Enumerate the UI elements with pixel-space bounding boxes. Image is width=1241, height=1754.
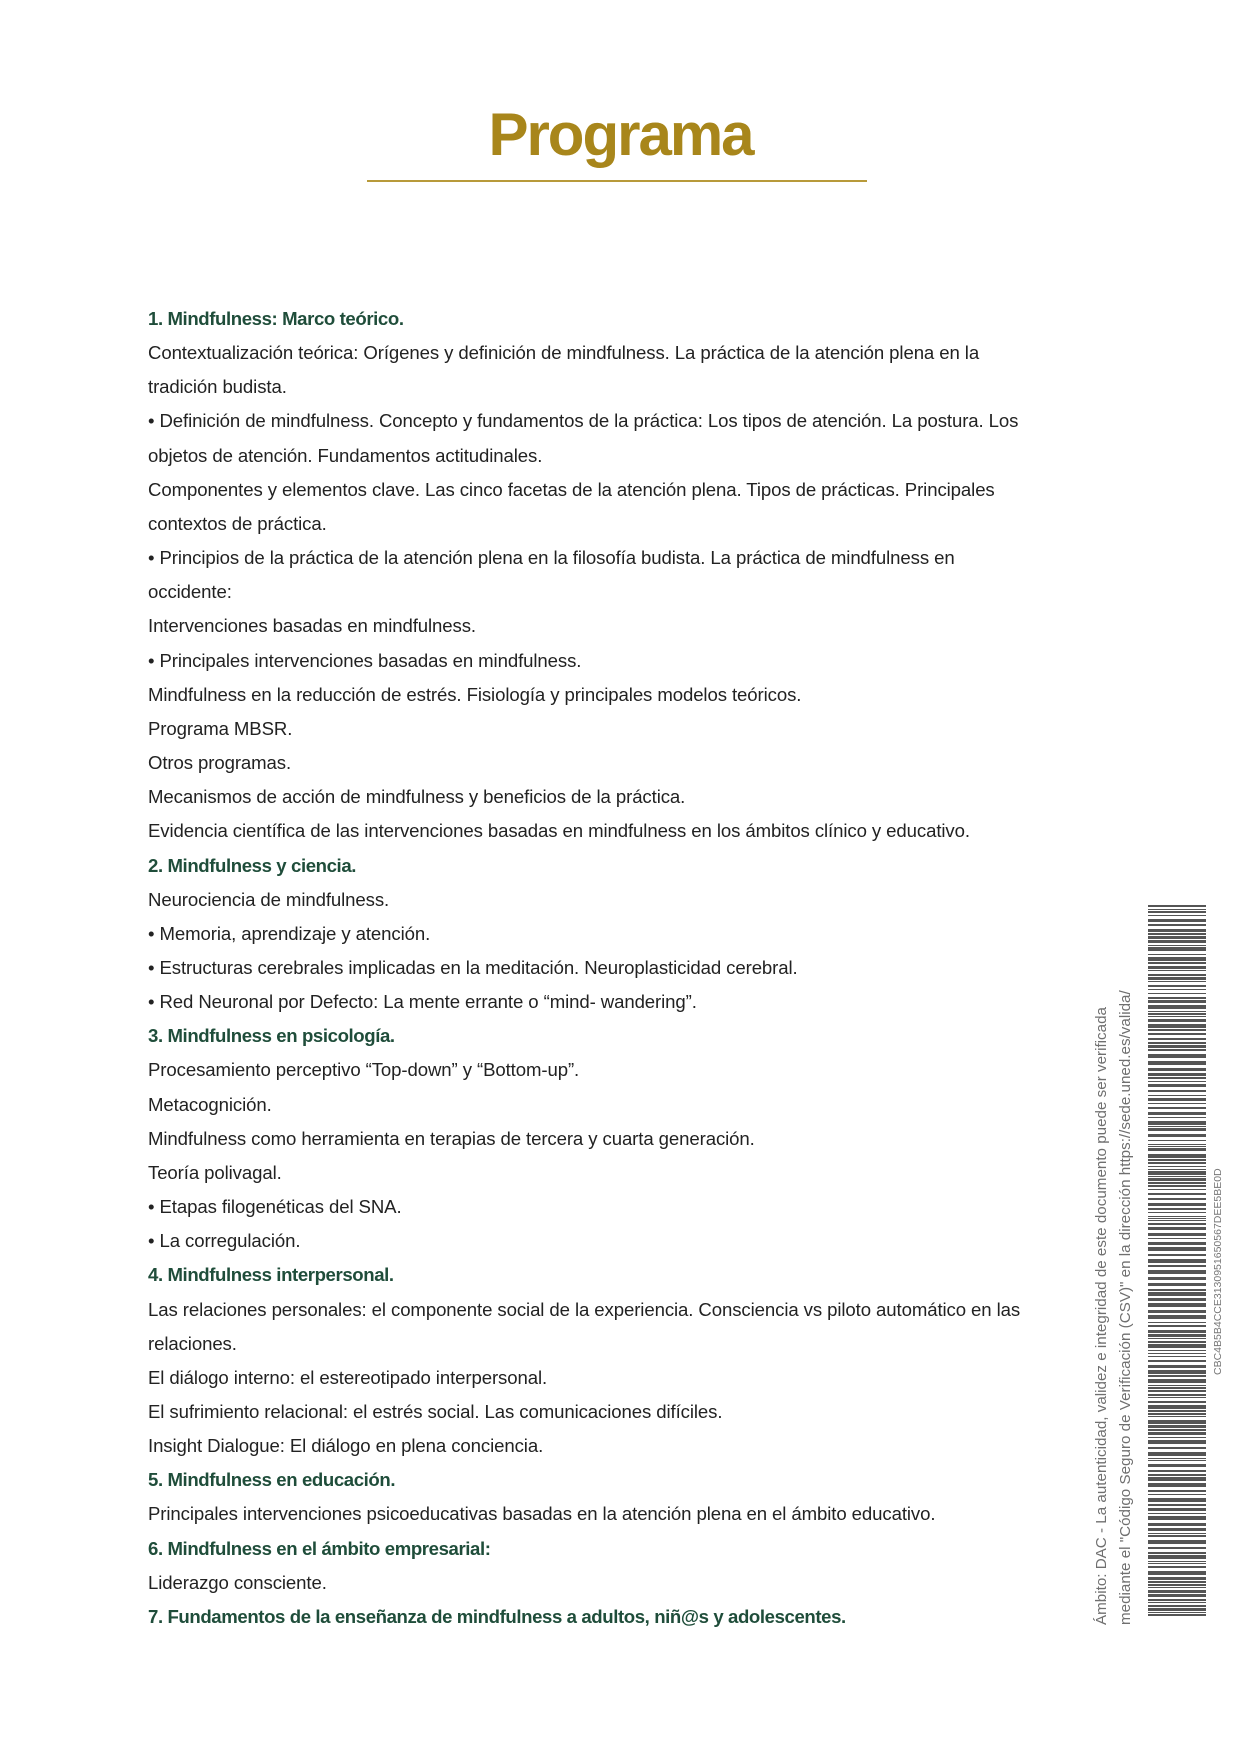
barcode-bar <box>1148 1561 1206 1562</box>
program-item: Mecanismos de acción de mindfulness y beneficios de la práctica. <box>148 786 686 808</box>
program-item: El sufrimiento relacional: el estrés social. Las comunicaciones difíciles. <box>148 1401 723 1422</box>
barcode-bar <box>1148 1208 1206 1210</box>
barcode-bar <box>1148 1189 1206 1190</box>
barcode-bar <box>1148 977 1206 980</box>
barcode-bar <box>1148 1566 1206 1568</box>
barcode-bar <box>1148 1498 1206 1502</box>
barcode-bar <box>1148 1128 1206 1131</box>
barcode-bar <box>1148 1420 1206 1424</box>
section-heading: 3. Mindfulness en psicología. <box>148 1025 395 1047</box>
barcode-bar <box>1148 1049 1206 1051</box>
barcode-bar <box>1148 1162 1206 1164</box>
barcode-bar <box>1148 1107 1206 1109</box>
barcode-bar <box>1148 1437 1206 1438</box>
barcode-bar <box>1148 1397 1206 1398</box>
barcode-bar <box>1148 1470 1206 1472</box>
barcode-bar <box>1148 1608 1206 1611</box>
barcode-bar <box>1148 1081 1206 1082</box>
barcode-bar <box>1148 1516 1206 1520</box>
barcode-bar <box>1148 1330 1206 1333</box>
barcode-bar <box>1148 1390 1206 1392</box>
barcode-bar <box>1148 940 1206 943</box>
barcode-bar <box>1148 1385 1206 1386</box>
barcode-bar <box>1148 1218 1206 1219</box>
barcode-bar <box>1148 1292 1206 1296</box>
barcode-bar <box>1148 1016 1206 1017</box>
barcode-bar <box>1148 1077 1206 1079</box>
barcode-bar <box>1148 911 1206 913</box>
barcode-bar <box>1148 1494 1206 1495</box>
barcode-bar <box>1148 1602 1206 1603</box>
barcode-bar <box>1148 1325 1206 1327</box>
section-heading: 7. Fundamentos de la enseñanza de mindfulness a adultos, niñ@s y adolescentes. <box>148 1605 846 1627</box>
barcode-bar <box>1148 1227 1206 1230</box>
barcode-bar <box>1148 1584 1206 1586</box>
barcode-bar <box>1148 1126 1206 1127</box>
program-item: • Principios de la práctica de la atención plena en la filosofía budista. La práctica de mindfulness en occidente: <box>148 547 955 603</box>
barcode-bar <box>1148 1477 1206 1481</box>
barcode-bar <box>1148 1334 1206 1337</box>
section-heading: 1. Mindfulness: Marco teórico. <box>148 308 404 329</box>
barcode-bar <box>1148 1322 1206 1323</box>
barcode-bar <box>1148 1594 1206 1597</box>
barcode <box>1148 905 1206 1620</box>
barcode-bar <box>1148 1387 1206 1389</box>
barcode-bar <box>1148 1182 1206 1184</box>
barcode-bar <box>1148 936 1206 939</box>
barcode-bar <box>1148 1599 1206 1601</box>
barcode-bar <box>1148 1024 1206 1028</box>
barcode-bar <box>1148 957 1206 961</box>
barcode-bar <box>1148 1212 1206 1213</box>
program-item: Las relaciones personales: el componente social de la experiencia. Consciencia vs piloto automático en las relaciones. <box>148 1298 1021 1354</box>
program-item: Mindfulness como herramienta en terapias de tercera y cuarta generación. <box>148 1127 755 1149</box>
barcode-bar <box>1148 966 1206 969</box>
barcode-bar <box>1148 919 1206 922</box>
barcode-bar <box>1148 1011 1206 1012</box>
barcode-bar <box>1148 1504 1206 1506</box>
barcode-bar <box>1148 1483 1206 1487</box>
program-item: Contextualización teórica: Orígenes y definición de mindfulness. La práctica de la atención plena en la tradición budista. <box>148 342 980 398</box>
barcode-bar <box>1148 1242 1206 1245</box>
barcode-bar <box>1148 1338 1206 1339</box>
barcode-bar <box>1148 1298 1206 1301</box>
barcode-bar <box>1148 905 1206 907</box>
program-item: Insight Dialogue: El diálogo en plena conciencia. <box>148 1435 544 1457</box>
barcode-bar <box>1148 1547 1206 1549</box>
barcode-bar <box>1148 1605 1206 1607</box>
barcode-bar <box>1148 1095 1206 1096</box>
barcode-bar <box>1148 1144 1206 1145</box>
verification-line-1: Ámbito: DAC - La autenticidad, validez e integridad de este documento puede ser verificada <box>1093 1007 1110 1625</box>
barcode-bar <box>1148 997 1206 999</box>
barcode-bar <box>1148 1405 1206 1409</box>
barcode-bar <box>1148 1117 1206 1118</box>
barcode-bar <box>1148 1178 1206 1181</box>
barcode-bar <box>1148 1344 1206 1348</box>
barcode-bar <box>1148 1148 1206 1151</box>
barcode-bar <box>1148 1356 1206 1357</box>
barcode-bar <box>1148 1490 1206 1492</box>
barcode-bar <box>1148 1084 1206 1087</box>
section-heading: 2. Mindfulness y ciencia. <box>148 854 357 876</box>
barcode-bar <box>1148 954 1206 955</box>
barcode-bar <box>1148 993 1206 994</box>
barcode-bar <box>1148 1440 1206 1444</box>
barcode-bar <box>1148 1360 1206 1362</box>
barcode-bar <box>1148 1416 1206 1417</box>
barcode-bar <box>1148 1000 1206 1003</box>
program-content <box>148 302 1036 1634</box>
barcode-bar <box>1148 1552 1206 1554</box>
program-item: Liderazgo consciente. <box>148 1571 327 1593</box>
barcode-bar <box>1148 981 1206 982</box>
barcode-bar <box>1148 1590 1206 1593</box>
barcode-bar <box>1148 1612 1206 1613</box>
barcode-bar <box>1148 1350 1206 1351</box>
barcode-bar <box>1148 915 1206 916</box>
barcode-bar <box>1148 947 1206 951</box>
barcode-bar <box>1148 945 1206 946</box>
program-item: Programa MBSR. <box>148 717 293 739</box>
barcode-bar <box>1148 1508 1206 1511</box>
barcode-bar <box>1148 1533 1206 1534</box>
barcode-bar <box>1148 1513 1206 1514</box>
barcode-bar <box>1148 1410 1206 1412</box>
barcode-bar <box>1148 1216 1206 1217</box>
barcode-bar <box>1148 1140 1206 1141</box>
barcode-bar <box>1148 1540 1206 1544</box>
program-item: Otros programas. <box>148 752 292 774</box>
barcode-bar <box>1148 989 1206 990</box>
barcode-bar <box>1148 933 1206 935</box>
barcode-bar <box>1148 1581 1206 1583</box>
program-item: • Etapas filogenéticas del SNA. <box>148 1196 402 1218</box>
barcode-bar <box>1148 909 1206 910</box>
program-item: • Red Neuronal por Defecto: La mente errante o “mind- wandering”. <box>148 991 697 1013</box>
barcode-bar <box>1148 1447 1206 1449</box>
barcode-bar <box>1148 1464 1206 1467</box>
program-item: Intervenciones basadas en mindfulness. <box>148 615 476 637</box>
barcode-bar <box>1148 1587 1206 1588</box>
barcode-bar <box>1148 1394 1206 1396</box>
barcode-bar <box>1148 1203 1206 1206</box>
barcode-bar <box>1148 1353 1206 1354</box>
barcode-bar <box>1148 1090 1206 1092</box>
barcode-bar <box>1148 1413 1206 1415</box>
barcode-bar <box>1148 1166 1206 1167</box>
program-item: Principales intervenciones psicoeducativas basadas en la atención plena en el ámbito educativo. <box>148 1503 936 1525</box>
barcode-bar <box>1148 1315 1206 1319</box>
barcode-bar <box>1148 985 1206 987</box>
csv-code: CBC4B5B4CCE3130951650567DEE5BE0D <box>1212 1168 1224 1375</box>
barcode-bar <box>1148 1577 1206 1580</box>
barcode-bar <box>1148 1259 1206 1263</box>
barcode-bar <box>1148 1614 1206 1616</box>
barcode-bar <box>1148 1555 1206 1559</box>
barcode-bar <box>1148 1370 1206 1374</box>
barcode-bar <box>1148 1112 1206 1115</box>
barcode-bar <box>1148 1103 1206 1104</box>
barcode-bar <box>1148 1005 1206 1009</box>
program-item: • Definición de mindfulness. Concepto y fundamentos de la práctica: Los tipos de atención. La postura. Los objetos de atención. Fundamentos actitudinales. <box>148 410 1019 466</box>
barcode-bar <box>1148 1563 1206 1564</box>
section-heading: 6. Mindfulness en el ámbito empresarial: <box>148 1537 491 1559</box>
barcode-bar <box>1148 1045 1206 1048</box>
verification-text <box>1090 905 1138 1625</box>
barcode-bar <box>1148 1238 1206 1239</box>
barcode-bar <box>1148 1460 1206 1461</box>
barcode-bar <box>1148 1098 1206 1101</box>
barcode-bar <box>1148 1265 1206 1267</box>
barcode-bar <box>1148 1254 1206 1256</box>
barcode-bar <box>1148 1042 1206 1044</box>
barcode-bar <box>1148 1185 1206 1187</box>
barcode-bar <box>1148 1198 1206 1200</box>
program-item: Evidencia científica de las intervenciones basadas en mindfulness en los ámbitos clínico y educativo. <box>148 820 970 842</box>
program-item: Neurociencia de mindfulness. <box>148 888 390 910</box>
section-heading: 5. Mindfulness en educación. <box>148 1469 396 1491</box>
barcode-bar <box>1148 1458 1206 1459</box>
barcode-bar <box>1148 1523 1206 1526</box>
program-item: • Memoria, aprendizaje y atención. <box>148 922 431 944</box>
barcode-bar <box>1148 1303 1206 1307</box>
barcode-bar <box>1148 1432 1206 1435</box>
barcode-bar <box>1148 1171 1206 1175</box>
barcode-bar <box>1148 1154 1206 1158</box>
barcode-bar <box>1148 1379 1206 1383</box>
barcode-bar <box>1148 1571 1206 1575</box>
barcode-bar <box>1148 1121 1206 1125</box>
title-underline <box>367 180 867 182</box>
barcode-bar <box>1148 1289 1206 1291</box>
barcode-bar <box>1148 1061 1206 1065</box>
barcode-bar <box>1148 1310 1206 1313</box>
program-item: Teoría polivagal. <box>148 1161 282 1183</box>
barcode-bar <box>1148 1528 1206 1531</box>
program-item: • Principales intervenciones basadas en mindfulness. <box>148 649 582 671</box>
barcode-bar <box>1148 1146 1206 1147</box>
barcode-bar <box>1148 1038 1206 1040</box>
program-item: Procesamiento perceptivo “Top-down” y “Bottom-up”. <box>148 1059 580 1081</box>
barcode-bar <box>1148 1220 1206 1221</box>
program-item: El diálogo interno: el estereotipado interpersonal. <box>148 1366 548 1388</box>
barcode-bar <box>1148 1176 1206 1177</box>
barcode-bar <box>1148 1019 1206 1022</box>
barcode-bar <box>1148 1535 1206 1537</box>
barcode-bar <box>1148 962 1206 964</box>
program-item: Metacognición. <box>148 1093 272 1115</box>
barcode-bar <box>1148 1054 1206 1058</box>
barcode-bar <box>1148 970 1206 971</box>
barcode-bar <box>1148 1159 1206 1161</box>
barcode-bar <box>1148 1365 1206 1368</box>
barcode-bar <box>1148 974 1206 976</box>
barcode-bar <box>1148 1474 1206 1476</box>
barcode-bar <box>1148 1247 1206 1251</box>
barcode-bar <box>1148 1073 1206 1076</box>
barcode-bar <box>1148 1283 1206 1286</box>
barcode-bar <box>1148 1233 1206 1236</box>
program-item: Mindfulness en la reducción de estrés. Fisiología y principales modelos teóricos. <box>148 683 802 705</box>
barcode-bar <box>1148 1068 1206 1071</box>
barcode-bar <box>1148 1134 1206 1137</box>
program-item: • Estructuras cerebrales implicadas en la meditación. Neuroplasticidad cerebral. <box>148 956 798 978</box>
barcode-bar <box>1148 929 1206 932</box>
barcode-bar <box>1148 1013 1206 1015</box>
barcode-bar <box>1148 924 1206 926</box>
barcode-bar <box>1148 1375 1206 1377</box>
verification-line-2: mediante el "Código Seguro de Verificación (CSV)" en la dirección https://sede.uned.es/valida/ <box>1117 990 1134 1625</box>
barcode-bar <box>1148 1429 1206 1431</box>
barcode-bar <box>1148 1193 1206 1195</box>
barcode-bar <box>1148 1033 1206 1035</box>
barcode-bar <box>1148 1425 1206 1428</box>
section-heading: 4. Mindfulness interpersonal. <box>148 1264 394 1286</box>
program-item: Componentes y elementos clave. Las cinco facetas de la atención plena. Tipos de prácticas. Principales contextos de práctica. <box>148 478 995 534</box>
barcode-bar <box>1148 1169 1206 1170</box>
barcode-bar <box>1148 1223 1206 1225</box>
barcode-bar <box>1148 1277 1206 1280</box>
program-item: • La corregulación. <box>148 1230 301 1252</box>
barcode-bar <box>1148 1270 1206 1274</box>
barcode-bar <box>1148 1452 1206 1456</box>
barcode-bar <box>1148 1341 1206 1343</box>
barcode-bar <box>1148 1401 1206 1403</box>
barcode-bar <box>1148 1029 1206 1031</box>
page-title: Programa <box>488 101 753 168</box>
